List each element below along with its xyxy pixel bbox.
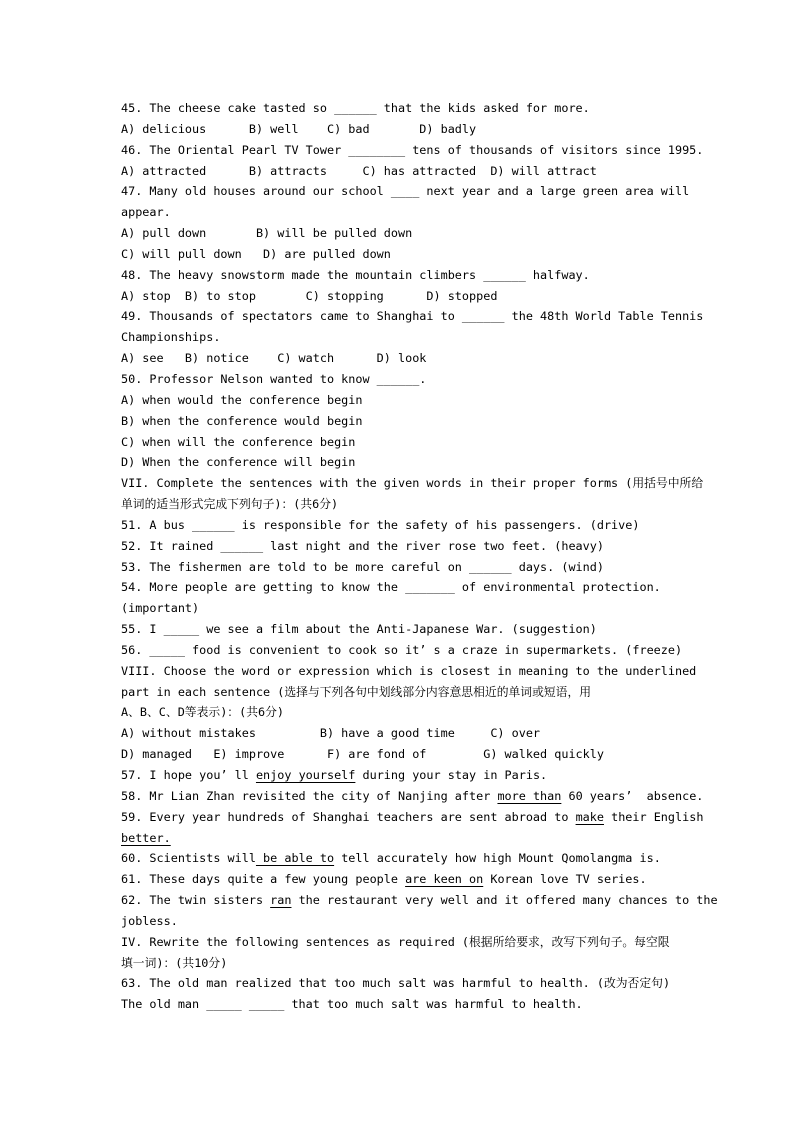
text-segment: C) will pull down D) are pulled down (121, 246, 391, 261)
text-line (121, 390, 741, 411)
text-segment: appear. (121, 205, 171, 220)
text-segment: during your stay in Paris. (355, 768, 548, 782)
underlined-phrase: are keen on (405, 872, 484, 887)
text-line (121, 202, 741, 223)
text-segment: A) attracted B) attracts C) has attracted D) will attract (121, 163, 597, 178)
text-segment: (important) (121, 601, 200, 616)
text-segment: 填一词)：(共10分) (121, 955, 228, 970)
text-line (121, 598, 741, 619)
text-segment: 54. More people are getting to know the _______ of environmental protection. (121, 580, 661, 595)
text-line (121, 327, 741, 348)
text-line (121, 161, 741, 182)
text-line (121, 994, 741, 1015)
text-segment: C) when will the conference begin (121, 434, 356, 449)
underlined-phrase: enjoy yourself (255, 768, 356, 782)
text-line (121, 702, 741, 723)
text-segment: B) when the conference would begin (121, 413, 363, 428)
text-line (121, 223, 741, 244)
text-segment: A) when would the conference begin (121, 392, 363, 407)
text-line (121, 828, 741, 849)
text-segment: Championships. (121, 330, 221, 345)
text-line (121, 723, 741, 744)
document-lines (121, 98, 741, 1015)
text-segment: 49. Thousands of spectators came to Shanghai to ______ the 48th World Table Tennis (121, 309, 704, 324)
text-segment: their English (603, 809, 704, 824)
underlined-phrase: more than (497, 788, 562, 803)
text-segment: A) delicious B) well C) bad D) badly (121, 121, 477, 136)
text-segment: D) When the conference will begin (121, 455, 356, 470)
text-segment: 56. _____ food is convenient to cook so it’ s a craze in supermarkets. (freeze) (121, 642, 683, 657)
text-line (121, 369, 741, 390)
text-line (121, 953, 741, 974)
text-segment: the restaurant very well and it offered many chances to the (291, 893, 718, 908)
text-segment: 57. I hope you’ ll (121, 768, 256, 782)
text-segment: 63. The old man realized that too much salt was harmful to health. (改为否定句) (121, 976, 671, 991)
text-line (121, 411, 741, 432)
text-segment: 52. It rained ______ last night and the river rose two feet. (heavy) (121, 538, 604, 553)
text-segment: part in each sentence (选择与下列各句中划线部分内容意思相近的单词或短语，用 (121, 684, 592, 699)
text-line (121, 452, 741, 473)
text-segment: A) without mistakes B) have a good time C) over (121, 726, 541, 741)
text-line (121, 661, 741, 682)
text-line (121, 973, 741, 994)
text-segment: The old man _____ _____ that too much salt was harmful to health. (121, 997, 583, 1012)
text-segment: 53. The fishermen are told to be more careful on ______ days. (wind) (121, 559, 604, 574)
text-line (121, 265, 741, 286)
text-line (121, 473, 741, 494)
text-line (121, 515, 741, 536)
text-line (121, 640, 741, 661)
text-segment: 51. A bus ______ is responsible for the safety of his passengers. (drive) (121, 517, 640, 532)
text-segment: 46. The Oriental Pearl TV Tower ________ tens of thousands of visitors since 1995. (121, 142, 704, 157)
text-segment: VIII. Choose the word or expression which is closest in meaning to the underlined (121, 663, 697, 678)
text-segment: A) pull down B) will be pulled down (121, 226, 413, 241)
text-line (121, 181, 741, 202)
text-line (121, 848, 741, 869)
text-line (121, 494, 741, 515)
text-segment: 47. Many old houses around our school ____ next year and a large green area will (121, 184, 690, 199)
text-segment: 60 years’ absence. (561, 788, 704, 803)
underlined-phrase: better. (121, 830, 171, 845)
text-line (121, 932, 741, 953)
text-segment: tell accurately how high Mount Qomolangma is. (334, 851, 661, 866)
text-segment: A) stop B) to stop C) stopping D) stopped (121, 288, 498, 303)
text-line (121, 744, 741, 765)
text-segment: D) managed E) improve F) are fond of G) walked quickly (121, 747, 604, 762)
text-line (121, 786, 741, 807)
text-segment: 55. I _____ we see a film about the Anti-Japanese War. (suggestion) (121, 622, 597, 637)
underlined-phrase: ran (270, 893, 292, 908)
text-line (121, 890, 741, 911)
text-line (121, 98, 741, 119)
text-segment: 45. The cheese cake tasted so ______ that the kids asked for more. (121, 101, 590, 115)
text-segment: A、B、C、D等表示)：(共6分) (121, 705, 284, 720)
text-segment: jobless. (121, 913, 178, 928)
text-segment: VII. Complete the sentences with the given words in their proper forms (用括号中所给 (121, 476, 704, 491)
text-line (121, 765, 741, 786)
text-line (121, 807, 741, 828)
text-segment: A) see B) notice C) watch D) look (121, 351, 427, 366)
text-line (121, 348, 741, 369)
text-segment: 50. Professor Nelson wanted to know ______. (121, 371, 427, 386)
text-line (121, 244, 741, 265)
text-line (121, 536, 741, 557)
text-line (121, 140, 741, 161)
text-segment: 59. Every year hundreds of Shanghai teachers are sent abroad to (121, 809, 576, 824)
underlined-phrase: be able to (255, 851, 335, 866)
text-line (121, 619, 741, 640)
text-segment: 60. Scientists will (121, 851, 256, 866)
text-line (121, 869, 741, 890)
text-line (121, 577, 741, 598)
text-line (121, 432, 741, 453)
text-line (121, 286, 741, 307)
underlined-phrase: make (575, 809, 604, 824)
text-segment: IV. Rewrite the following sentences as required (根据所给要求，改写下列句子。每空限 (121, 934, 670, 949)
text-line (121, 557, 741, 578)
text-line (121, 119, 741, 140)
text-segment: 62. The twin sisters (121, 893, 271, 908)
text-segment: 61. These days quite a few young people (121, 872, 406, 887)
text-segment: 单词的适当形式完成下列句子)：(共6分) (121, 497, 339, 512)
text-segment: Korean love TV series. (483, 872, 647, 887)
text-line (121, 911, 741, 932)
text-line (121, 682, 741, 703)
text-line (121, 306, 741, 327)
text-segment: 48. The heavy snowstorm made the mountain climbers ______ halfway. (121, 267, 590, 282)
text-segment: 58. Mr Lian Zhan revisited the city of Nanjing after (121, 788, 498, 803)
